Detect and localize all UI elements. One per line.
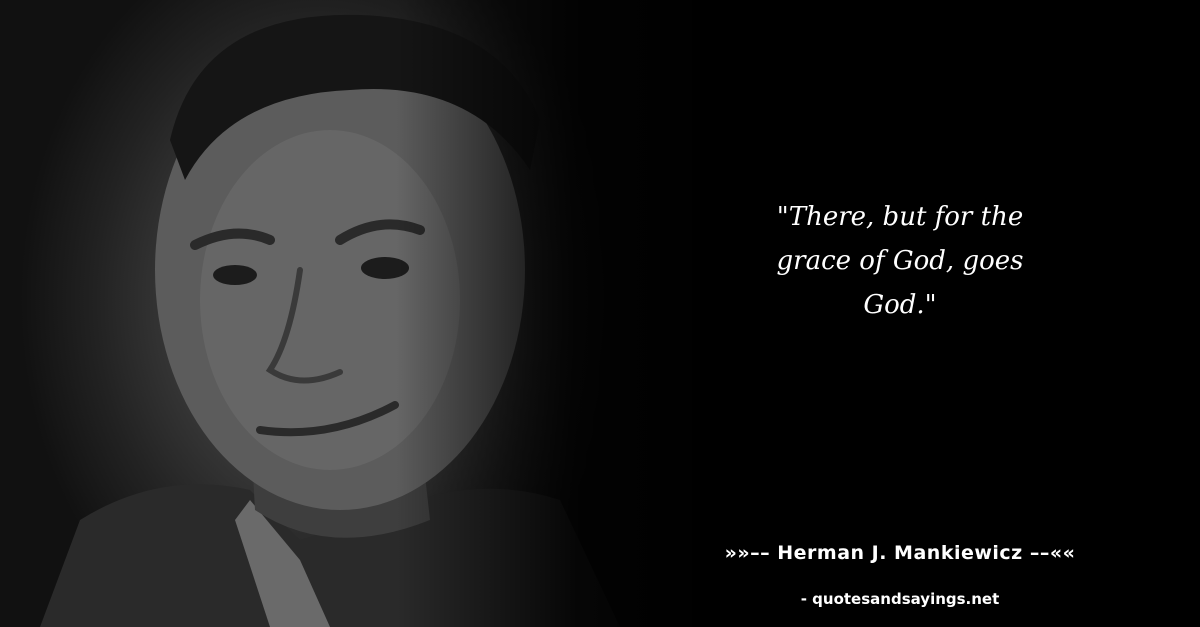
author-attribution: »»–– Herman J. Mankiewicz ––«« (724, 542, 1076, 564)
right-eye (361, 257, 409, 279)
quote-text (720, 195, 1080, 327)
quote-line-2: grace of God, goes (776, 246, 1024, 276)
right-eyebrow (340, 224, 420, 240)
left-eyebrow (195, 234, 270, 245)
site-credit: - quotesandsayings.net (800, 590, 1000, 608)
hair-shape (170, 15, 540, 180)
quote-line-3: God." (863, 290, 937, 320)
collar-shape (235, 500, 330, 627)
nose (270, 270, 340, 381)
mouth (260, 405, 395, 432)
face-shape (155, 30, 525, 510)
neck-shape (250, 420, 430, 538)
quote-line-1: "There, but for the (776, 202, 1024, 232)
face-highlight (200, 130, 460, 470)
left-eye (213, 265, 257, 285)
suit-shape (40, 484, 620, 627)
